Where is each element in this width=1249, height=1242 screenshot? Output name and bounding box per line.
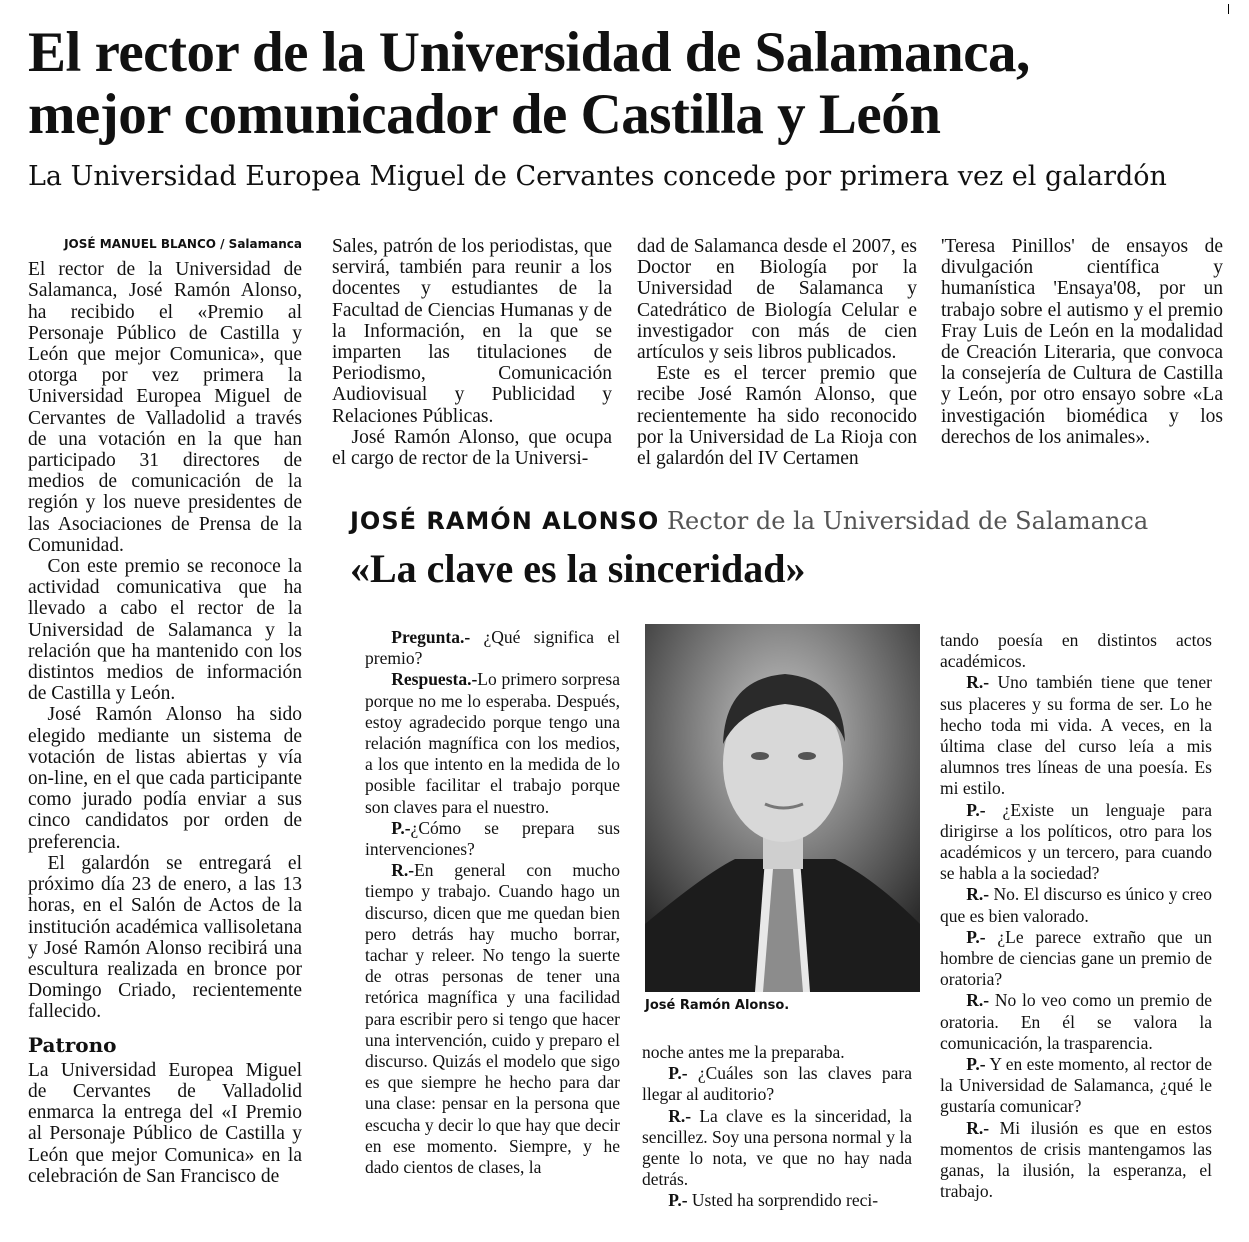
qa-paragraph [940, 927, 1212, 991]
column-4 [941, 236, 1223, 448]
interview-column-b [642, 1042, 912, 1212]
qa-paragraph [940, 800, 1212, 885]
column-2 [332, 236, 612, 469]
paragraph: El galardón se entregará el próximo día 23 de enero, a las 13 horas, en el Salón de Actos de la institución académica vallisoletana y José Ramón Alonso recibirá una escultura realizada en bronce por Domingo Criado, recientemente fallecido. [28, 852, 302, 1023]
interview-title: «La clave es la sinceridad» [350, 546, 806, 591]
qa-paragraph [365, 627, 620, 669]
portrait-photo [645, 624, 920, 992]
column-1-body [28, 259, 302, 1022]
paragraph: Este es el tercer premio que recibe José Ramón Alonso, que recientemente ha sido reconocido por la Universidad de La Rioja con el galardón del IV Certamen [637, 363, 917, 470]
paragraph: dad de Salamanca desde el 2007, es Doctor en Biología por la Universidad de Salamanca y Catedrático de Biología Celular e investigador con más de cien artículos y seis libros publicados. [637, 236, 917, 364]
interview-column-a [365, 627, 620, 1178]
qa-speaker: Respuesta.- [391, 669, 478, 690]
paragraph: Sales, patrón de los periodistas, que servirá, también para reunir a los docentes y estudiantes de la Facultad de Ciencias Humanas y de la Información, en la que se imparten las titulaciones de Periodismo, Comunicación Audiovisual y Publicidad y Relaciones Públicas. [332, 236, 612, 427]
qa-text: ¿Qué significa el premio? [365, 627, 620, 669]
paragraph: José Ramón Alonso, que ocupa el cargo de rector de la Universi- [332, 426, 612, 470]
qa-text: Mi ilusión es que en estos momentos de crisis mantengamos las ganas, la ilusión, la esperanza, el trabajo. [940, 1117, 1212, 1202]
interviewee-name: JOSÉ RAMÓN ALONSO [350, 507, 660, 535]
qa-speaker: P.- [668, 1190, 688, 1211]
qa-speaker: R.- [966, 884, 990, 905]
qa-paragraph [940, 1054, 1212, 1118]
qa-paragraph [642, 1190, 912, 1211]
qa-text: ¿Cuáles son las claves para llegar al auditorio? [642, 1063, 912, 1105]
interviewee-role: Rector de la Universidad de Salamanca [666, 507, 1149, 535]
qa-speaker: R.- [966, 1117, 990, 1138]
qa-speaker: Pregunta.- [391, 627, 471, 647]
qa-paragraph [940, 1118, 1212, 1203]
qa-speaker: R.- [966, 672, 990, 693]
paragraph: El rector de la Universidad de Salamanca, José Ramón Alonso, ha recibido el «Premio al Personaje Público de Castilla y León que mejor Comunica», que otorga por vez primera la Universidad Europea Miguel de Cervantes de Valladolid a través de una votación en la que han participado 31 directores de medios de comunicación de la región y los nueve presidentes de las Asociaciones de Prensa de la Comunidad. [28, 259, 302, 556]
qa-paragraph [940, 630, 1212, 672]
byline: JOSÉ MANUEL BLANCO / Salamanca [64, 237, 302, 251]
qa-speaker: R.- [391, 860, 415, 881]
headline [28, 22, 1228, 146]
qa-paragraph [642, 1106, 912, 1191]
qa-speaker: R.- [966, 990, 990, 1011]
paragraph: 'Teresa Pinillos' de ensayos de divulgación científica y humanística 'Ensaya'08, por un trabajo sobre el autismo y el premio Fray Luis de León en la modalidad de Creación Literaria, que convoca la consejería de Cultura de Castilla y León, por otro ensayo sobre «La investigación biomédica y los derechos de los animales». [941, 236, 1223, 448]
qa-text: Usted ha sorprendido reci- [687, 1190, 879, 1211]
qa-text: noche antes me la preparaba. [642, 1042, 845, 1062]
qa-text: Uno también tiene que tener sus placeres y su forma de ser. Lo he hecho toda mi vida. A veces, en la última clase del curso leía a mis alumnos tres líneas de una poesía. Es mi estilo. [940, 672, 1212, 799]
crop-mark [1228, 4, 1229, 14]
interview-kicker [350, 507, 1150, 535]
column-1 [28, 234, 302, 1187]
portrait-illustration [645, 624, 920, 992]
qa-text: Y en este momento, al rector de la Universidad de Salamanca, ¿qué le gustaría comunicar? [940, 1054, 1212, 1117]
qa-text: No. El discurso es único y creo que es bien valorado. [940, 884, 1212, 926]
paragraph: José Ramón Alonso ha sido elegido mediante un sistema de votación de listas abiertas y vía on-line, en el que cada participante como jurado podía enviar a sus cinco candidatos por orden de preferencia. [28, 704, 302, 853]
qa-paragraph [365, 860, 620, 1178]
qa-paragraph [940, 884, 1212, 926]
qa-paragraph [940, 672, 1212, 799]
qa-text: ¿Cómo se prepara sus intervenciones? [365, 817, 620, 860]
qa-paragraph [365, 669, 620, 817]
qa-text: En general con mucho tiempo y trabajo. Cuando hago un discurso, dicen que me quedan bien pero detrás hay mucho borrar, tachar y releer. No tengo la suerte de otras personas de tener una retórica magnífica y una facilidad para escribir pero si tengo que hacer una intervención, cuido y preparo el discurso. Quizás el modelo que sigo es que siempre he hecho para dar una clase: pensar en la persona que escucha y decir lo que hay que decir en ese momento. Siempre, y he dado cientos de clases, la [365, 860, 620, 1178]
qa-speaker: P.- [966, 926, 986, 947]
qa-speaker: P.- [966, 1054, 986, 1075]
qa-speaker: P.- [966, 799, 986, 820]
photo-caption: José Ramón Alonso. [645, 998, 790, 1013]
qa-text: Lo primero sorpresa porque no me lo esperaba. Después, estoy agradecido porque tengo una relación magnífica con los medios, a los que intento en la medida de lo posible facilitar el trabajo porque son claves para el nuestro. [365, 669, 620, 817]
qa-paragraph [642, 1063, 912, 1105]
qa-speaker: P.- [391, 817, 411, 838]
section-subtitle: Patrono [28, 1032, 117, 1057]
qa-speaker: P.- [668, 1063, 688, 1084]
subheadline: La Universidad Europea Miguel de Cervantes concede por primera vez el galardón [28, 161, 1167, 192]
qa-paragraph [642, 1042, 912, 1063]
qa-text: ¿Le parece extraño que un hombre de ciencias gane un premio de oratoria? [940, 926, 1212, 990]
headline-line-2: mejor comunicador de Castilla y León [28, 83, 941, 146]
paragraph: Con este premio se reconoce la actividad comunicativa que ha llevado a cabo el rector de la Universidad de Salamanca y la relación que ha mantenido con los distintos medios de información de Castilla y León. [28, 556, 302, 705]
headline-line-1: El rector de la Universidad de Salamanca, [28, 21, 1030, 84]
qa-paragraph [940, 990, 1212, 1054]
qa-text: No lo veo como un premio de oratoria. En él se valora la comunicación, la trasparencia. [940, 990, 1212, 1053]
qa-speaker: R.- [668, 1105, 692, 1126]
qa-text: La clave es la sinceridad, la sencillez. Soy una persona normal y la gente lo nota, ve que no hay nada detrás. [642, 1105, 912, 1190]
column-3 [637, 236, 917, 469]
interview-column-c [940, 630, 1212, 1202]
qa-text: ¿Existe un lenguaje para dirigirse a los políticos, otro para los académicos y un tercero, para cuando se habla a la sociedad? [940, 799, 1212, 884]
qa-text: tando poesía en distintos actos académicos. [940, 630, 1212, 672]
qa-paragraph [365, 818, 620, 860]
paragraph: La Universidad Europea Miguel de Cervantes de Valladolid enmarca la entrega del «I Premio al Personaje Público de Castilla y León que mejor Comunica» en la celebración de San Francisco de [28, 1059, 302, 1187]
